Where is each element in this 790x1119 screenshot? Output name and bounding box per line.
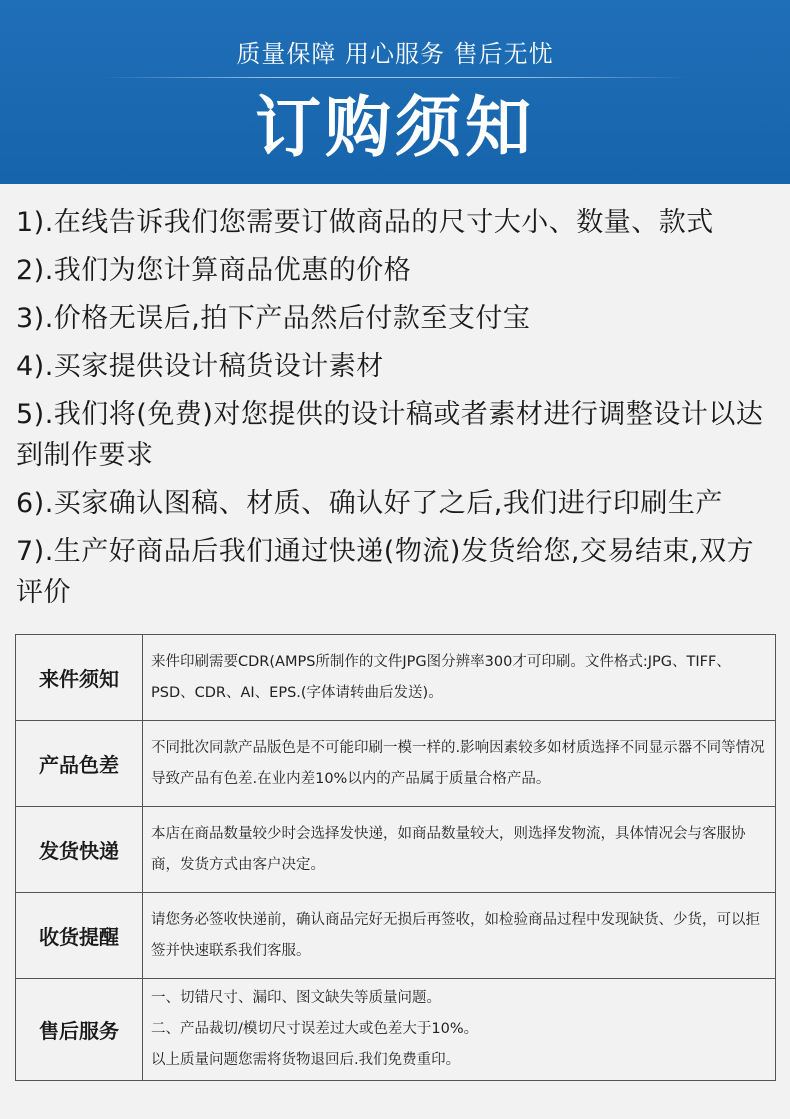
table-row [16, 807, 776, 893]
step-item: 6).买家确认图稿、材质、确认好了之后,我们进行印刷生产 [16, 488, 723, 519]
row-content: 来件印刷需要CDR(AMPS所制作的文件JPG图分辨率300才可印刷。文件格式:JPG、TIFF、PSD、CDR、AI、EPS.(字体请转曲后发送)。 [143, 635, 776, 721]
after-sales-line: 二、产品裁切/模切尺寸误差过大或色差大于10%。 [151, 1021, 479, 1037]
step-item: 3).价格无误后,拍下产品然后付款至支付宝 [16, 303, 531, 334]
header-banner [0, 0, 790, 184]
row-content: 本店在商品数量较少时会选择发快递，如商品数量较大，则选择发物流，具体情况会与客服协商，发货方式由客户决定。 [143, 807, 776, 893]
row-content: 不同批次同款产品版色是不可能印刷一模一样的.影响因素较多如材质选择不同显示器不同等情况导致产品有色差.在业内差10%以内的产品属于质量合格产品。 [143, 721, 776, 807]
row-label: 售后服务 [16, 979, 143, 1081]
table-row [16, 979, 776, 1081]
policy-table [15, 634, 776, 1081]
row-label: 收货提醒 [16, 893, 143, 979]
slogan: 质量保障 用心服务 售后无忧 [236, 40, 554, 68]
step-item: 5).我们将(免费)对您提供的设计稿或者素材进行调整设计以达到制作要求 [16, 399, 764, 471]
row-content: 请您务必签收快递前，确认商品完好无损后再签收，如检验商品过程中发现缺货、少货，可以拒签并快速联系我们客服。 [143, 893, 776, 979]
row-label: 产品色差 [16, 721, 143, 807]
table-row [16, 721, 776, 807]
page-title: 订购须知 [255, 89, 535, 166]
step-item: 1).在线告诉我们您需要订做商品的尺寸大小、数量、款式 [16, 207, 714, 238]
order-steps-list [16, 202, 780, 620]
step-item: 2).我们为您计算商品优惠的价格 [16, 255, 412, 286]
row-content [143, 979, 776, 1081]
step-item: 7).生产好商品后我们通过快递(物流)发货给您,交易结束,双方评价 [16, 536, 755, 608]
header-divider [100, 77, 690, 78]
after-sales-line: 以上质量问题您需将货物退回后.我们免费重印。 [151, 1052, 461, 1068]
after-sales-line: 一、切错尺寸、漏印、图文缺失等质量问题。 [151, 990, 441, 1006]
row-label: 来件须知 [16, 635, 143, 721]
table-row [16, 635, 776, 721]
table-row [16, 893, 776, 979]
step-item: 4).买家提供设计稿货设计素材 [16, 351, 384, 382]
row-label: 发货快递 [16, 807, 143, 893]
